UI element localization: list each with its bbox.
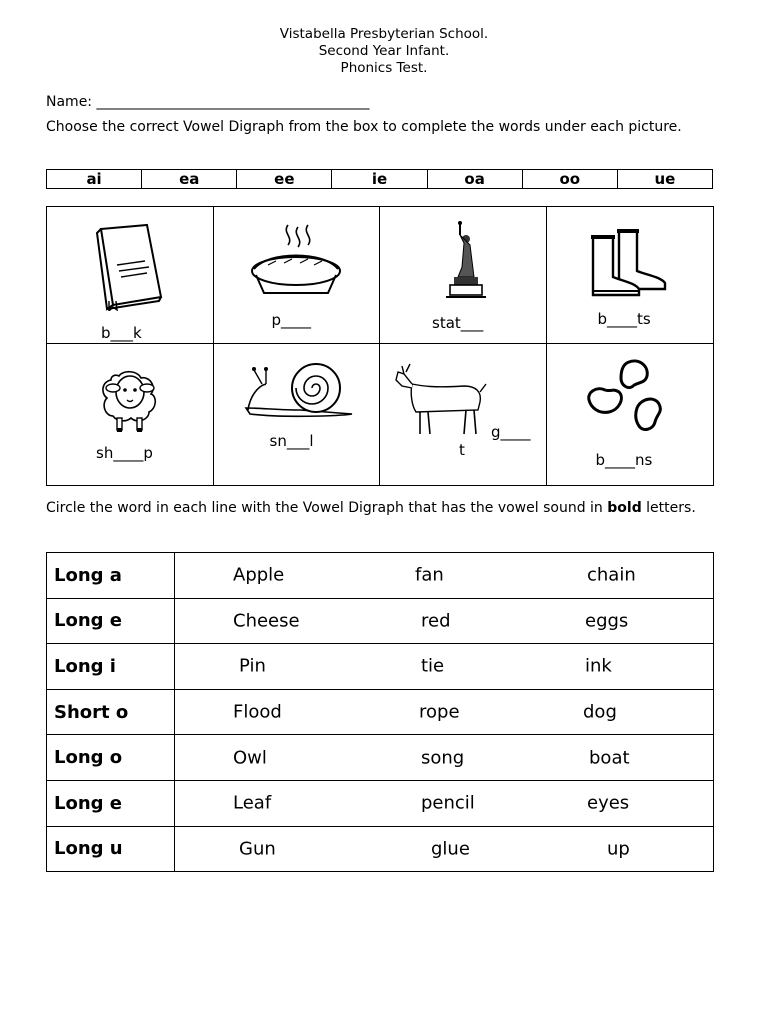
- document-header: [0, 26, 768, 77]
- picture-cell-pie: [214, 207, 381, 344]
- digraph-ea: ea: [141, 170, 236, 188]
- pie-icon: [248, 221, 344, 299]
- row-options: [175, 826, 714, 872]
- option-word[interactable]: Cheese: [233, 610, 300, 632]
- word-boots: b____ts: [597, 310, 651, 328]
- word-goat-g: g____: [491, 423, 531, 441]
- row-label: Long o: [47, 735, 175, 781]
- table-row: [47, 826, 714, 872]
- word-pie: p____: [271, 311, 312, 329]
- picture-cell-goat: [380, 344, 547, 485]
- digraph-ue: ue: [617, 170, 712, 188]
- option-word[interactable]: Pin: [239, 655, 266, 677]
- instructions-circle-end: letters.: [641, 500, 696, 516]
- option-word[interactable]: Leaf: [233, 792, 272, 814]
- picture-cell-beans: [547, 344, 714, 485]
- instructions-circle: [46, 500, 726, 517]
- word-beans: b____ns: [595, 451, 653, 469]
- row-options: [175, 598, 714, 644]
- option-word[interactable]: Apple: [233, 564, 285, 586]
- picture-cell-sheep: [47, 344, 214, 485]
- option-word[interactable]: Gun: [239, 838, 276, 860]
- picture-grid: [46, 206, 714, 486]
- option-word[interactable]: glue: [431, 838, 470, 860]
- table-row: [47, 780, 714, 826]
- instructions-digraph: Choose the correct Vowel Digraph from the box to complete the words under each picture.: [46, 119, 682, 135]
- row-options: [175, 644, 714, 690]
- picture-cell-boots: [547, 207, 714, 344]
- goat-icon: [394, 362, 488, 438]
- digraph-oa: oa: [427, 170, 522, 188]
- word-snail: sn___l: [269, 432, 314, 450]
- sheep-icon: [97, 360, 163, 434]
- option-word[interactable]: red: [421, 610, 451, 632]
- option-word[interactable]: song: [421, 747, 465, 769]
- instructions-circle-bold: bold: [607, 500, 642, 516]
- boots-icon: [589, 221, 673, 297]
- school-name: Vistabella Presbyterian School.: [279, 26, 489, 42]
- digraph-ie: ie: [331, 170, 426, 188]
- word-statue: stat___: [432, 314, 484, 332]
- option-word[interactable]: dog: [583, 701, 617, 723]
- option-word[interactable]: ink: [585, 655, 612, 677]
- digraph-oo: oo: [522, 170, 617, 188]
- word-book: b___k: [101, 324, 142, 342]
- statue-icon: [442, 221, 488, 299]
- table-row: [47, 598, 714, 644]
- row-options: [175, 780, 714, 826]
- year-level: Second Year Infant.: [318, 43, 450, 59]
- option-word[interactable]: eggs: [585, 610, 629, 632]
- option-word[interactable]: up: [607, 838, 630, 860]
- option-word[interactable]: rope: [419, 701, 460, 723]
- vowel-sound-table: [46, 552, 714, 872]
- option-word[interactable]: tie: [421, 655, 445, 677]
- option-word[interactable]: boat: [589, 747, 630, 769]
- row-options: [175, 553, 714, 599]
- option-word[interactable]: Flood: [233, 701, 282, 723]
- row-label: Long a: [47, 553, 175, 599]
- table-row: [47, 735, 714, 781]
- table-row: [47, 553, 714, 599]
- row-label: Long u: [47, 826, 175, 872]
- beans-icon: [585, 356, 675, 438]
- digraph-box: [46, 169, 713, 189]
- option-word[interactable]: chain: [587, 564, 636, 586]
- row-label: Long e: [47, 780, 175, 826]
- digraph-ai: ai: [86, 170, 102, 188]
- option-word[interactable]: pencil: [421, 792, 475, 814]
- word-sheep: sh____p: [96, 444, 153, 462]
- snail-icon: [240, 356, 356, 418]
- option-word[interactable]: fan: [415, 564, 444, 586]
- row-label: Short o: [47, 689, 175, 735]
- table-row: [47, 644, 714, 690]
- row-options: [175, 689, 714, 735]
- picture-cell-statue: [380, 207, 547, 344]
- book-icon: [93, 221, 167, 311]
- table-row: [47, 689, 714, 735]
- word-goat-t: t: [459, 441, 465, 459]
- digraph-ee: ee: [236, 170, 331, 188]
- row-label: Long e: [47, 598, 175, 644]
- picture-cell-book: [47, 207, 214, 344]
- row-options: [175, 735, 714, 781]
- option-word[interactable]: Owl: [233, 747, 267, 769]
- row-label: Long i: [47, 644, 175, 690]
- test-title: Phonics Test.: [340, 60, 428, 76]
- name-field: Name: _______________________________________: [46, 94, 370, 110]
- picture-cell-snail: [214, 344, 381, 485]
- instructions-circle-text: Circle the word in each line with the Vowel Digraph that has the vowel sound in: [46, 500, 608, 516]
- option-word[interactable]: eyes: [587, 792, 630, 814]
